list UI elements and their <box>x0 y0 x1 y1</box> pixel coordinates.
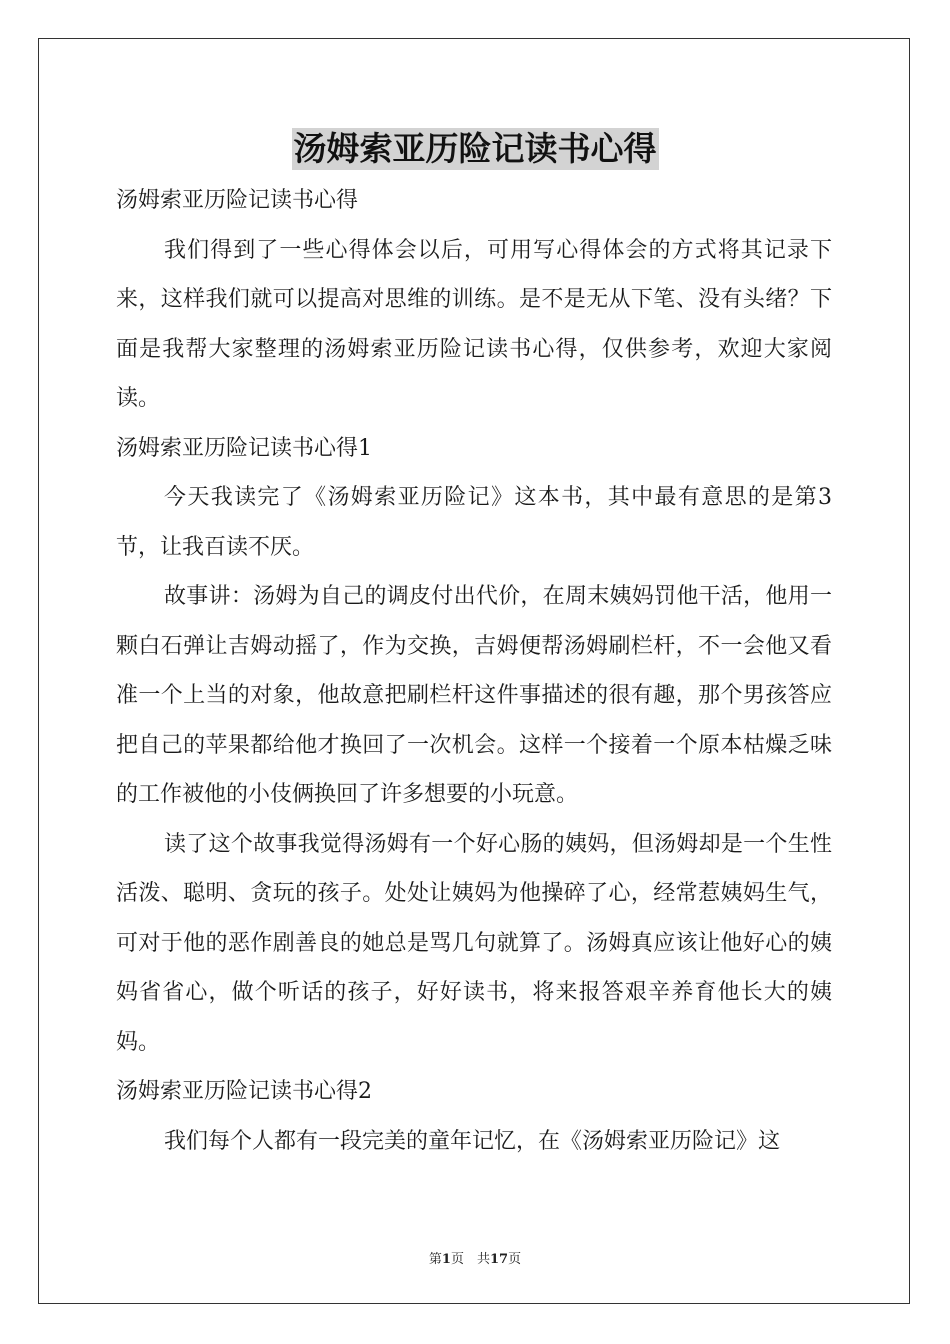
section-heading: 汤姆索亚历险记读书心得1 <box>116 435 372 461</box>
page-footer <box>0 1248 950 1267</box>
page-number-suffix: 页 <box>508 1252 522 1267</box>
current-page-number: 1 <box>441 1252 451 1267</box>
body-paragraph: 我们每个人都有一段完美的童年记忆，在《汤姆索亚历险记》这 <box>164 1128 781 1154</box>
section-heading: 汤姆索亚历险记读书心得 <box>116 188 359 213</box>
section-heading: 汤姆索亚历险记读书心得2 <box>116 1079 372 1104</box>
body-paragraph: 故事讲：汤姆为自己的调皮付出代价，在周末姨妈罚他干活，他用一颗白石弹让吉姆动摇了，作为交换，吉姆便帮汤姆刷栏杆，不一会他又看准一个上当的对象，他故意把刷栏杆这件事描述的很有趣，那个男孩答应把自己的苹果都给他才换回了一次机会。这样一个接着一个原本枯燥乏味的工作被他的小伎俩换回了许多想要的小玩意。 <box>116 584 832 807</box>
document-body <box>116 176 832 1166</box>
page-number-prefix: 第 <box>428 1252 442 1267</box>
title-container <box>0 128 950 170</box>
document-title: 汤姆索亚历险记读书心得 <box>293 129 657 168</box>
body-paragraph: 今天我读完了《汤姆索亚历险记》这本书，其中最有意思的是第3节，让我百读不厌。 <box>116 485 832 560</box>
body-paragraph: 我们得到了一些心得体会以后，可用写心得体会的方式将其记录下来，这样我们就可以提高对思维的训练。是不是无从下笔、没有头绪？下面是我帮大家整理的汤姆索亚历险记读书心得，仅供参考，欢迎大家阅读。 <box>116 237 832 411</box>
body-paragraph: 读了这个故事我觉得汤姆有一个好心肠的姨妈，但汤姆却是一个生性活泼、聪明、贪玩的孩子。处处让姨妈为他操碎了心，经常惹姨妈生气，可对于他的恶作剧善良的她总是骂几句就算了。汤姆真应该让他好心的姨妈省省心，做个听话的孩子，好好读书，将来报答艰辛养育他长大的姨妈。 <box>116 831 832 1055</box>
page-number-middle: 页 共 <box>450 1252 490 1267</box>
total-page-count: 17 <box>489 1252 509 1267</box>
